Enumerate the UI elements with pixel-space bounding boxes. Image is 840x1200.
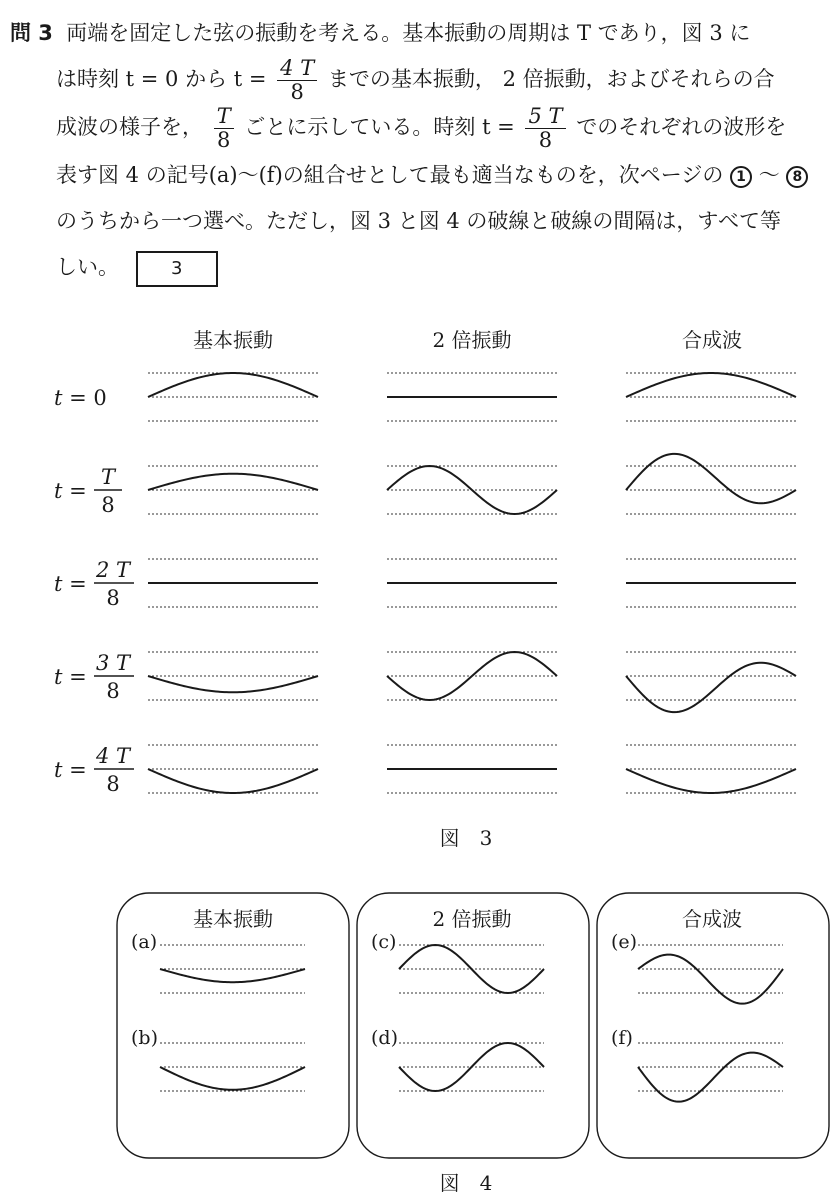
problem-text-line1: 両端を固定した弦の振動を考える。基本振動の周期は T であり，図 3 に	[66, 21, 751, 45]
fraction-denominator: 8	[217, 128, 231, 153]
text-segment: までの基本振動， 2 倍振動，およびそれらの合	[327, 67, 775, 91]
text-segment: は時刻 t = 0 から t =	[56, 67, 267, 91]
figure-4-caption: 図 4	[439, 1171, 493, 1195]
column-title-fundamental: 基本振動	[193, 328, 273, 352]
row-denominator: 8	[101, 493, 115, 517]
column-title-composite: 合成波	[682, 328, 742, 352]
composite-waveform	[626, 663, 796, 712]
composite-waveform	[626, 373, 796, 397]
option-label-a: (a)	[131, 931, 158, 953]
row-prefix: t =	[54, 479, 87, 503]
row-value: 0	[93, 386, 107, 410]
row-label-t3	[54, 651, 134, 703]
question-label: 問 3	[10, 21, 53, 45]
row-label-t2	[54, 558, 134, 610]
row-numerator: 4 T	[95, 744, 131, 768]
option-label-b: (b)	[131, 1027, 158, 1049]
svg-text:t = 0	[54, 386, 107, 410]
circled-number-1: 1	[730, 166, 752, 188]
row-prefix: t =	[54, 665, 87, 689]
row-prefix: t =	[54, 386, 94, 410]
fundamental-waveform	[148, 373, 318, 397]
option-label-f: (f)	[611, 1027, 633, 1049]
row-label-t1	[54, 465, 122, 517]
figure-3-waveforms	[148, 373, 796, 793]
text-segment: 成波の様子を，	[56, 115, 203, 140]
text-segment: しい。	[56, 255, 119, 280]
panel-title-second-harmonic: 2 倍振動	[432, 907, 512, 931]
text-segment: でのそれぞれの波形を	[576, 115, 787, 140]
row-prefix: t =	[54, 758, 87, 782]
answer-box[interactable]: 3	[136, 251, 218, 287]
option-label-c: (c)	[371, 931, 397, 953]
row-denominator: 8	[106, 586, 120, 610]
row-prefix: t =	[54, 572, 87, 596]
fraction-numerator: 5 T	[525, 105, 565, 129]
row-label-t0	[54, 386, 107, 410]
figure-3-caption: 図 3	[439, 826, 493, 850]
composite-waveform	[626, 454, 796, 503]
option-label-e: (e)	[611, 931, 638, 953]
panel-title-fundamental: 基本振動	[193, 907, 273, 931]
text-segment: 〜	[758, 163, 780, 188]
row-denominator: 8	[106, 679, 120, 703]
text-segment: ごとに示している。時刻 t =	[244, 115, 515, 140]
row-denominator: 8	[106, 772, 120, 796]
option-label-d: (d)	[371, 1027, 398, 1049]
row-numerator: T	[100, 465, 116, 489]
panel-title-composite: 合成波	[682, 907, 742, 931]
fundamental-waveform	[148, 676, 318, 692]
fundamental-waveform	[148, 769, 318, 793]
fraction-denominator: 8	[290, 80, 304, 104]
fraction-numerator: 4 T	[277, 57, 317, 81]
fundamental-waveform	[148, 474, 318, 490]
column-title-second-harmonic: 2 倍振動	[432, 328, 512, 352]
row-numerator: 3 T	[95, 651, 131, 675]
fraction-numerator: T	[214, 105, 234, 129]
text-segment: 表す図 4 の記号(a)〜(f)の組合せとして最も適当なものを，次ページの	[56, 163, 724, 188]
fraction-denominator: 8	[538, 128, 553, 153]
row-numerator: 2 T	[95, 558, 131, 582]
text-segment: のうちから一つ選べ。ただし，図 3 と図 4 の破線と破線の間隔は，すべて等	[56, 209, 781, 234]
composite-waveform	[626, 769, 796, 793]
row-label-t4	[54, 744, 134, 796]
circled-number-8: 8	[786, 166, 808, 188]
